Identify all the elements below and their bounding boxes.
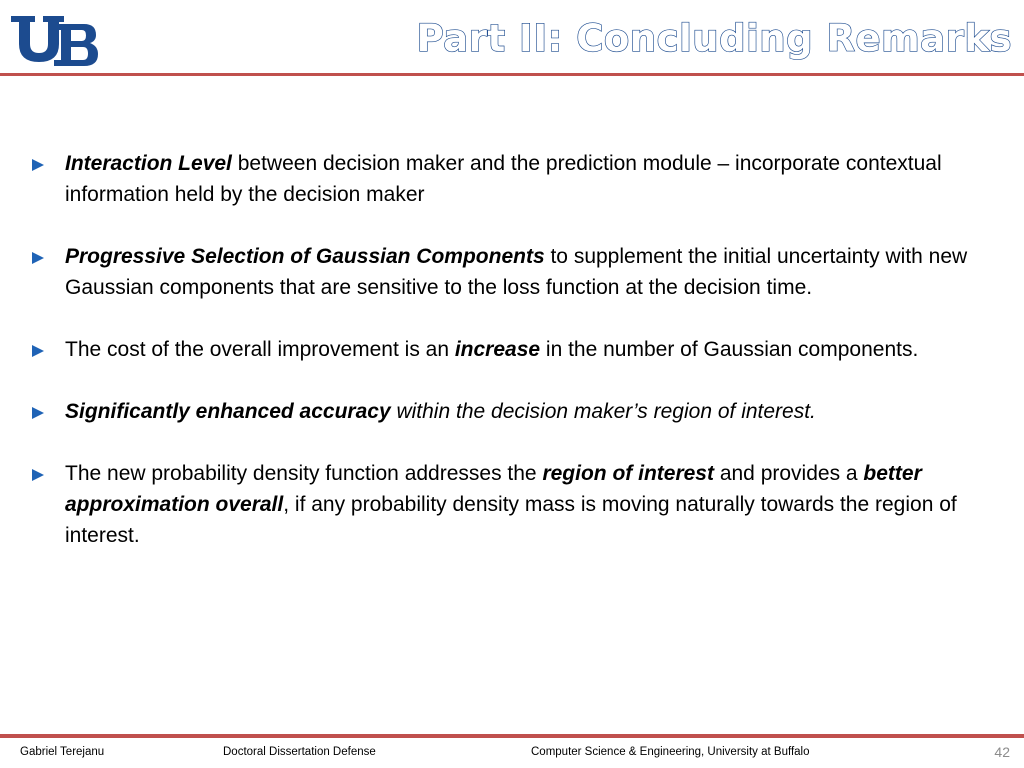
emphasis-text: increase — [454, 338, 541, 361]
bullet-item — [30, 396, 1000, 427]
bullet-item — [30, 241, 1000, 303]
bullet-text: between decision maker and the prediction module – incorporate contextual information held by the decision maker — [65, 152, 942, 206]
slide-title: Part II: Concluding Remarks — [416, 17, 1012, 60]
bullet-text: , if any probability density mass is moving naturally towards the region of interest. — [65, 493, 957, 547]
emphasis-text: Significantly enhanced accuracy — [65, 400, 391, 423]
bullet-arrow-icon — [32, 407, 44, 419]
footer-divider — [0, 734, 1024, 738]
page-number: 42 — [994, 744, 1010, 760]
emphasis-text: better approximation overall — [65, 462, 922, 516]
bullet-text: The cost of the overall improvement is an — [65, 338, 455, 361]
bullet-item — [30, 334, 1000, 365]
footer-author: Gabriel Terejanu — [20, 746, 105, 758]
bullet-text: to supplement the initial uncertainty with new Gaussian components that are sensitive to the loss function at the decision time. — [65, 245, 968, 299]
footer-department: Computer Science & Engineering, University at Buffalo — [531, 746, 810, 758]
bullet-arrow-icon — [32, 469, 44, 481]
emphasis-text: region of interest — [542, 462, 714, 485]
bullet-arrow-icon — [32, 345, 44, 357]
bullet-arrow-icon — [32, 159, 44, 171]
bullet-item — [30, 458, 1000, 551]
footer-event: Doctoral Dissertation Defense — [223, 746, 376, 758]
bullet-text: in the number of Gaussian components. — [540, 338, 919, 361]
bullet-text: and provides a — [713, 462, 864, 485]
emphasis-text: Interaction Level — [65, 152, 232, 175]
bullet-text: The new probability density function addresses the — [65, 462, 543, 485]
bullet-list — [30, 148, 1000, 582]
emphasis-text: Progressive Selection of Gaussian Components — [65, 245, 545, 268]
header-divider — [0, 73, 1024, 76]
bullet-arrow-icon — [32, 252, 44, 264]
bullet-item — [30, 148, 1000, 210]
bullet-text: within the decision maker’s region of interest. — [390, 400, 816, 423]
ub-logo — [8, 10, 100, 68]
